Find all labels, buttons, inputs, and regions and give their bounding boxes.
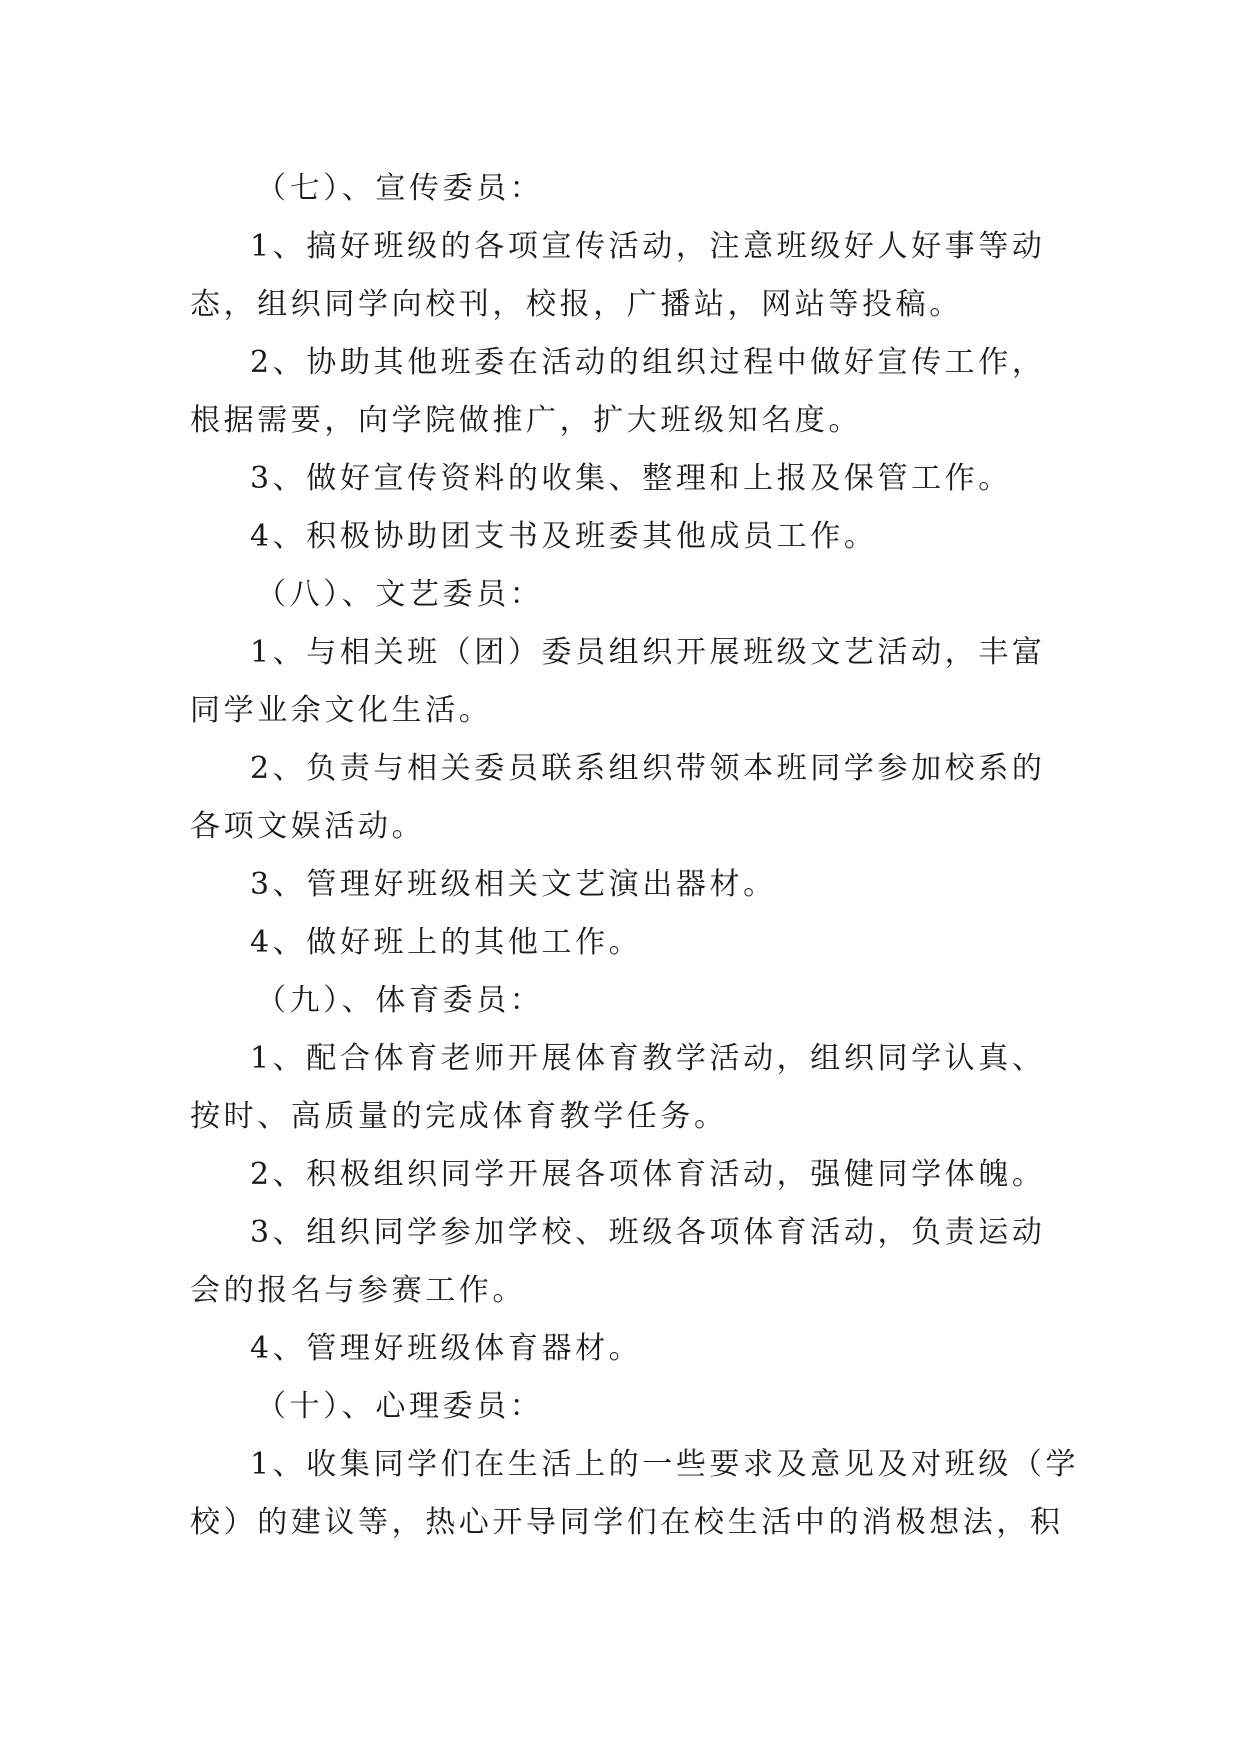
paragraph-line: 校）的建议等，热心开导同学们在校生活中的消极想法，积 [190, 1505, 1064, 1540]
section-heading-7: （七）、宣传委员： [256, 171, 544, 206]
paragraph-line: 4、管理好班级体育器材。 [250, 1331, 643, 1366]
paragraph-line: 态，组织同学向校刊，校报，广播站，网站等投稿。 [190, 287, 963, 322]
paragraph-line: 3、做好宣传资料的收集、整理和上报及保管工作。 [250, 461, 1012, 496]
paragraph-line: 会的报名与参赛工作。 [190, 1273, 526, 1308]
paragraph-line: 2、积极组织同学开展各项体育活动，强健同学体魄。 [250, 1157, 1046, 1192]
paragraph-line: 同学业余文化生活。 [190, 693, 493, 728]
paragraph-line: 根据需要，向学院做推广，扩大班级知名度。 [190, 403, 862, 438]
paragraph-line: 按时、高质量的完成体育教学任务。 [190, 1099, 728, 1134]
paragraph-line: 2、负责与相关委员联系组织带领本班同学参加校系的 [250, 751, 1046, 786]
document-body [190, 160, 1080, 1552]
paragraph-line: 1、搞好班级的各项宣传活动，注意班级好人好事等动 [250, 229, 1046, 264]
paragraph-line: 3、管理好班级相关文艺演出器材。 [250, 867, 777, 902]
paragraph-line: 1、收集同学们在生活上的一些要求及意见及对班级（学 [250, 1447, 1080, 1482]
section-heading-10: （十）、心理委员： [256, 1389, 544, 1424]
paragraph-line: 4、做好班上的其他工作。 [250, 925, 643, 960]
paragraph-line: 2、协助其他班委在活动的组织过程中做好宣传工作， [250, 345, 1046, 380]
paragraph-line: 4、积极协助团支书及班委其他成员工作。 [250, 519, 878, 554]
paragraph-line: 各项文娱活动。 [190, 809, 426, 844]
paragraph-line: 1、与相关班（团）委员组织开展班级文艺活动，丰富 [250, 635, 1046, 670]
paragraph-line: 3、组织同学参加学校、班级各项体育活动，负责运动 [250, 1215, 1046, 1250]
paragraph-line: 1、配合体育老师开展体育教学活动，组织同学认真、 [250, 1041, 1046, 1076]
section-heading-8: （八）、文艺委员： [256, 577, 544, 612]
section-heading-9: （九）、体育委员： [256, 983, 544, 1018]
